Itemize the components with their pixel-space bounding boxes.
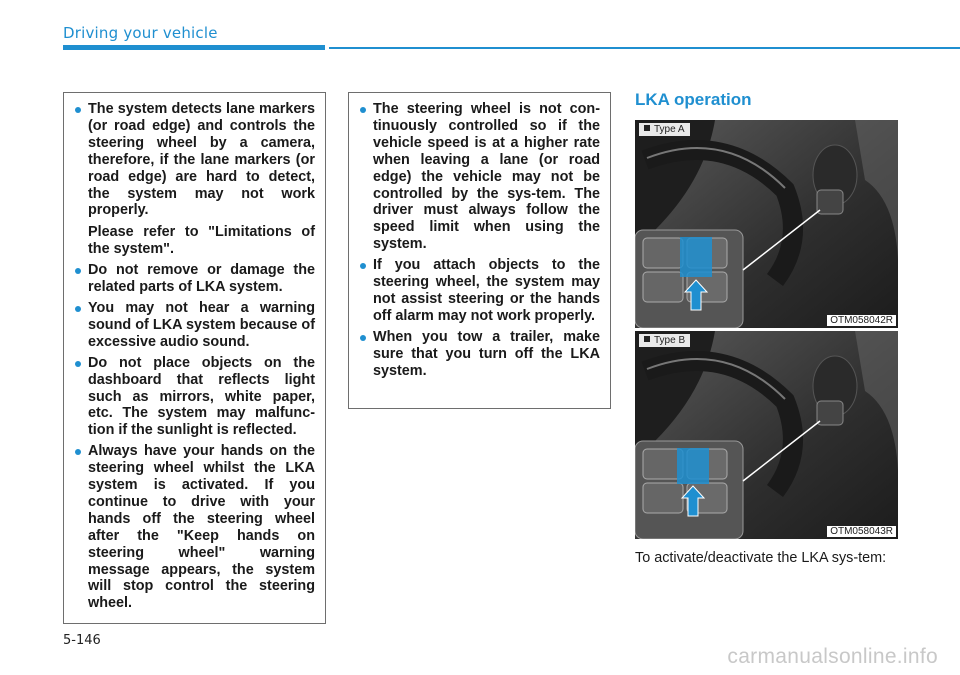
warning-item: Do not remove or damage the related parts of LKA system. <box>74 262 315 296</box>
left-warning-box <box>63 92 326 624</box>
warning-item: When you tow a trailer, make sure that you turn off the LKA system. <box>359 329 600 380</box>
dashboard-illustration <box>635 120 898 328</box>
header-rule-thick <box>63 45 325 50</box>
warning-item: You may not hear a warning sound of LKA system because of excessive audio sound. <box>74 300 315 351</box>
warning-item: Do not place objects on the dashboard that reflects light such as mirrors, white paper, etc. The system may malfunc-tion if the sunlight is reflected. <box>74 355 315 440</box>
lka-operation-title: LKA operation <box>635 90 752 109</box>
image-code: OTM058042R <box>827 315 896 326</box>
body-paragraph: To activate/deactivate the LKA sys-tem: <box>635 550 887 566</box>
warning-item: Always have your hands on the steering wheel whilst the LKA system is activated. If you continue to drive with your hands off the steering wheel after the "Keep hands on steering wheel" warning message appears, the system will stop control the steering wheel. <box>74 443 315 612</box>
type-label: Type B <box>639 334 690 347</box>
image-code: OTM058043R <box>827 526 896 537</box>
warning-item: If you attach objects to the steering wheel, the system may not assist steering or the hands off alarm may not work properly. <box>359 257 600 325</box>
middle-warning-box <box>348 92 611 409</box>
watermark: carmanualsonline.info <box>727 645 938 668</box>
lka-switch-photo-type-b <box>635 331 898 539</box>
warning-item: The steering wheel is not con-tinuously controlled so if the vehicle speed is at a higher rate when leaving a lane (or road edge) the vehicle may not be controlled by the sys-tem. The driver must always follow the speed limit when using the system. <box>359 101 600 253</box>
type-label: Type A <box>639 123 690 136</box>
warning-item: The system detects lane markers (or road edge) and controls the steering wheel by a camera, therefore, if the lane markers (or road edge) are hard to detect, the system may not work properly. <box>74 101 315 219</box>
dashboard-illustration <box>635 331 898 539</box>
section-header: Driving your vehicle <box>63 24 218 42</box>
warning-item-note: Please refer to "Limitations of the system". <box>88 224 315 258</box>
header-rule-thin <box>329 47 960 49</box>
lka-switch-photo-type-a <box>635 120 898 328</box>
page-number: 5-146 <box>63 633 101 648</box>
